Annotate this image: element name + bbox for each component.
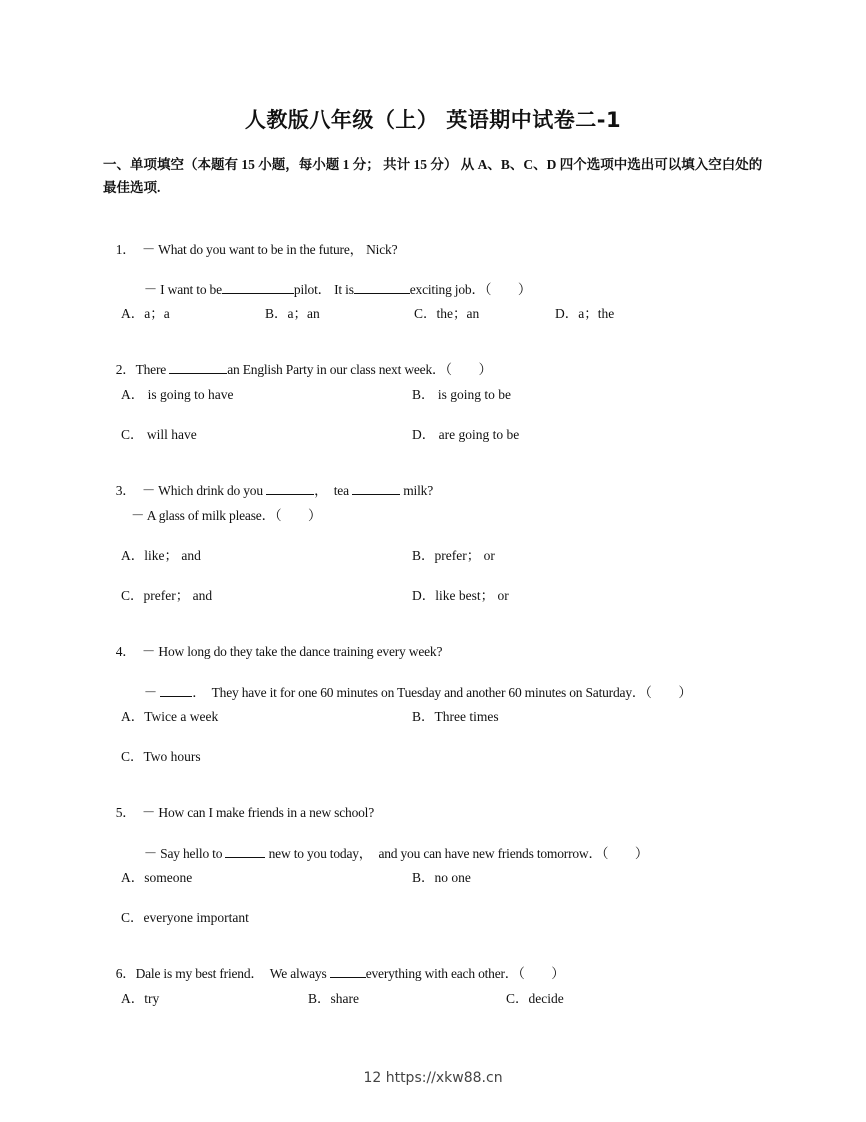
question-5-option-a[interactable]: A．someone xyxy=(121,870,193,885)
question-4-option-c[interactable]: C．Two hours xyxy=(121,749,201,764)
question-5-option-b[interactable]: B．no one xyxy=(412,870,471,885)
question-6-option-a[interactable]: A．try xyxy=(121,991,160,1006)
page-title: 人教版八年级（上） 英语期中试卷二-1 xyxy=(244,108,622,132)
question-1-option-c[interactable]: C．the；an xyxy=(414,306,480,321)
question-5-answer-line: － Say hello to new to you today， and you can have new friends tomorrow．（ ） xyxy=(143,846,649,861)
answer-blank xyxy=(225,845,265,858)
question-1-answer-line: － I want to be pilot． It is exciting job．（ ） xyxy=(143,282,532,297)
question-1-prompt: 1． － What do you want to be in the future， Nick? xyxy=(115,242,398,257)
question-3-option-d[interactable]: D．like best； or xyxy=(412,588,509,603)
question-5-option-c[interactable]: C．everyone important xyxy=(121,910,249,925)
answer-blank xyxy=(160,684,192,697)
question-6-option-c[interactable]: C．decide xyxy=(506,991,564,1006)
answer-blank xyxy=(354,281,410,294)
question-3-answer-line: － A glass of milk please．（ ） xyxy=(131,508,322,523)
answer-blank xyxy=(222,281,294,294)
question-1-option-b[interactable]: B．a；an xyxy=(265,306,320,321)
answer-blank xyxy=(330,965,366,978)
answer-blank xyxy=(169,361,227,374)
question-2-option-d[interactable]: D． are going to be xyxy=(412,427,520,442)
page-footer: 12 https://xkw88.cn xyxy=(363,1070,503,1086)
question-5-prompt: 5． － How can I make friends in a new school? xyxy=(115,805,375,820)
answer-blank xyxy=(352,482,400,495)
question-2-prompt: 2．There an English Party in our class next week．（ ） xyxy=(115,362,492,377)
question-3-option-b[interactable]: B．prefer； or xyxy=(412,548,495,563)
question-4-answer-line: － ． They have it for one 60 minutes on Tuesday and another 60 minutes on Saturday．（ ） xyxy=(143,685,692,700)
question-3-prompt: 3． － Which drink do you ， tea milk? xyxy=(115,483,433,498)
question-2-option-b[interactable]: B． is going to be xyxy=(412,387,512,402)
question-4-option-b[interactable]: B．Three times xyxy=(412,709,499,724)
question-4-prompt: 4． － How long do they take the dance training every week? xyxy=(115,644,443,659)
question-3-option-c[interactable]: C．prefer； and xyxy=(121,588,213,603)
section-heading: 一、单项填空（本题有 15 小题，每小题 1 分； 共计 15 分） 从 A、B、C、D 四个选项中选出可以填入空白处的最佳选项. xyxy=(103,157,763,195)
question-2-option-c[interactable]: C． will have xyxy=(121,427,197,442)
question-4-option-a[interactable]: A．Twice a week xyxy=(121,709,219,724)
question-number: 1． xyxy=(115,242,136,257)
question-1-option-a[interactable]: A．a；a xyxy=(121,306,170,321)
question-3-option-a[interactable]: A．like； and xyxy=(121,548,201,563)
answer-blank xyxy=(266,482,314,495)
question-2-option-a[interactable]: A． is going to have xyxy=(121,387,234,402)
question-6-option-b[interactable]: B．share xyxy=(308,991,359,1006)
question-1-option-d[interactable]: D．a；the xyxy=(555,306,615,321)
question-6-prompt: 6．Dale is my best friend． We always everything with each other．（ ） xyxy=(115,966,565,981)
